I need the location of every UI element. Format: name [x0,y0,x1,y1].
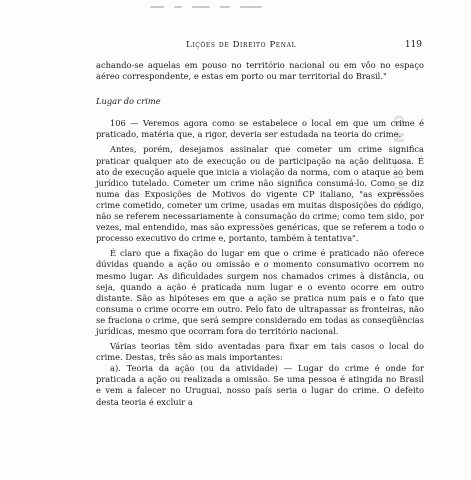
paragraph-theories-intro: Várias teorias têm sido aventadas para fixar em tais casos o local do crime. Destas, três são as mais importantes: [96,341,424,363]
paragraph-action-theory: a). Teoria da ação (ou da atividade) — Lugar do crime é onde for praticada a ação ou realizada a omissão. Se uma pessoa é atingida no Brasil e vem a falecer no Uruguai, nosso país seria o lugar do crime. O defeito desta teoria é excluir a [96,363,424,407]
page-number: 119 [404,40,422,50]
page-header [186,40,422,50]
paragraph-definition: Antes, porém, desejamos assinalar que cometer um crime significa praticar qualquer ato de execução ou de participação na ação delituosa. É ato de execução aquele que inicia a violação da norma, com o ataque ao bem jurídico tutelado. Cometer um crime não significa consumá-lo. Como se diz numa das Exposições de Motivos do vigente CP italiano, "as expressões crime cometido, cometer um crime, usadas em muitas disposições do código, não se referem necessariamente à consumação do crime; como tem sido, por vezes, mal entendido, mas são expressões genéricas, que se referem a todo o processo executivo do crime e, portanto, também à tentativa". [96,144,424,244]
scan-artifact-marks [150,4,310,10]
section-heading: Lugar do crime [96,96,161,107]
watermark: ON-LINE [390,115,405,218]
paragraph-distance-crimes: É claro que a fixação do lugar em que o crime é praticado não oferece dúvidas quando a ação ou omissão e o momento consumativo ocorrem no mesmo lugar. As dificuldades surgem nos chamados crimes à distância, ou seja, quando a ação é praticada num lugar e o evento ocorre em outro distante. São as hipóteses em que a ação se pratica num país e o fato que consuma o crime ocorre em outro. Pelo fato de ultrapassar as fronteiras, não se fraciona o crime, que será sempre considerado em todas as conseqüências jurídicas, mesmo que ocorram fora do território nacional. [96,248,424,336]
paragraph-continuation: achando-se aquelas em pouso no território nacional ou em vôo no espaço aéreo correspondente, e estas em porto ou mar territorial do Brasil." [96,60,424,82]
body-text [96,60,424,408]
paragraph-106: 106 — Veremos agora como se estabelece o local em que um crime é praticado, matéria que, a rigor, deveria ser estudada na teoria do crime. [96,118,424,140]
running-title: Lições de Direito Penal [186,40,297,50]
